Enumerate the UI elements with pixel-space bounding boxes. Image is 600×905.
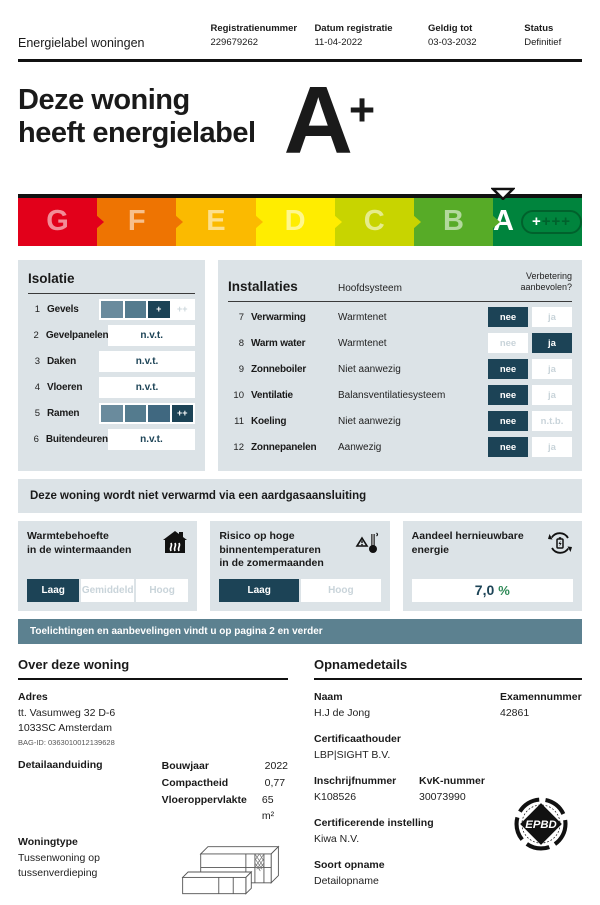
naam-block: Naam H.J de Jong — [314, 690, 371, 719]
summer-risk-title: Risico op hoge binnentemperaturen in de zomermaanden — [219, 529, 324, 570]
advice-no-badge: nee — [488, 411, 528, 431]
advice-column-header: Verbetering aanbevolen? — [520, 270, 572, 293]
advice-no-badge: nee — [488, 385, 528, 405]
advice-yes-badge: ja — [532, 359, 572, 379]
isolatie-panel — [18, 260, 205, 471]
table-row: 2 Gevelpanelen n.v.t. — [28, 325, 195, 346]
advice-yes-badge: ja — [532, 385, 572, 405]
opnamedetails-column — [314, 657, 582, 905]
scale-segment-f: F — [97, 198, 176, 246]
table-row: 12 Zonnepanelen Aanwezig nee ja — [228, 437, 572, 458]
option-hoog: Hoog — [136, 579, 188, 602]
registration-number-field — [210, 22, 314, 51]
advice-yes-badge: ja — [532, 437, 572, 457]
valid-until-label: Geldig tot — [428, 23, 473, 34]
table-row: 9 Zonneboiler Niet aanwezig nee ja — [228, 359, 572, 380]
no-gas-banner: Deze woning wordt niet verwarmd via een aardgasaansluiting — [18, 479, 582, 513]
chevron-right-icon — [255, 215, 263, 229]
renewable-share-box — [403, 521, 582, 611]
chevron-right-icon — [413, 215, 421, 229]
insulation-value-box: n.v.t. — [108, 429, 195, 450]
advice-no-badge: nee — [488, 437, 528, 457]
valid-until-field — [428, 22, 524, 51]
woningtype-block: Woningtype Tussenwoning op tussenverdieping — [18, 836, 100, 880]
over-deze-woning-heading: Over deze woning — [18, 657, 288, 680]
table-row: 11 Koeling Niet aanwezig nee n.t.b. — [228, 411, 572, 432]
detail-panels — [18, 260, 582, 471]
kvk-block: KvK-nummer 30073990 — [419, 774, 485, 803]
heat-demand-title: Warmtebehoefte in de wintermaanden — [27, 529, 132, 556]
plus-rating-pill: + +++ — [521, 210, 582, 234]
certificerende-instelling-block: Certificerende instelling Kiwa N.V. — [314, 816, 434, 845]
certificaathouder-block: Certificaathouder LBP|SIGHT B.V. — [314, 732, 401, 761]
insulation-value-box: n.v.t. — [99, 377, 195, 398]
woningtype-row — [18, 835, 288, 905]
table-row: 3 Daken n.v.t. — [28, 351, 195, 372]
heat-demand-box — [18, 521, 197, 611]
table-row: 8 Warm water Warmtenet nee ja — [228, 333, 572, 354]
scale-segments — [18, 198, 582, 246]
house-heat-icon — [162, 530, 188, 556]
scale-segment-b: B — [414, 198, 493, 246]
option-gemiddeld: Gemiddeld — [81, 579, 133, 602]
hero-section — [18, 66, 582, 176]
building-position-diagram — [170, 839, 282, 905]
table-row: 6 Buitendeuren n.v.t. — [28, 429, 195, 450]
scale-segment-d: D — [256, 198, 335, 246]
facts-list — [162, 758, 288, 825]
scale-segment-a-current: A + +++ — [493, 198, 582, 246]
document-title: Energielabel woningen — [18, 35, 145, 50]
scale-segment-e: E — [176, 198, 255, 246]
advice-no-badge: nee — [488, 359, 528, 379]
insulation-rating-bar: + ++ — [99, 299, 195, 320]
isolatie-panel-header — [28, 271, 195, 294]
over-deze-woning-column — [18, 657, 288, 905]
installaties-title: Installaties — [228, 278, 298, 294]
table-row: 7 Verwarming Warmtenet nee ja — [228, 307, 572, 328]
option-laag: Laag — [219, 579, 299, 602]
chevron-right-icon — [492, 215, 500, 229]
indicator-boxes — [18, 521, 582, 611]
epbd-seal — [512, 795, 570, 853]
insulation-value-box: n.v.t. — [108, 325, 195, 346]
insulation-value-box: n.v.t. — [99, 351, 195, 372]
valid-until-value: 03-03-2032 — [428, 37, 477, 49]
status-value: Definitief — [524, 37, 562, 49]
chevron-right-icon — [175, 215, 183, 229]
advice-yes-badge: ja — [532, 333, 572, 353]
scale-segment-g: G — [18, 198, 97, 246]
advice-no-badge: nee — [488, 307, 528, 327]
examennummer-block: Examennummer 42861 — [500, 690, 582, 719]
thermometer-warning-icon — [355, 530, 381, 556]
registration-number-label: Registratienummer — [210, 23, 298, 34]
renewable-share-value-box — [412, 579, 573, 602]
advice-yes-badge: n.t.b. — [532, 411, 572, 431]
renewable-share-value: 7,0 — [474, 582, 495, 599]
installaties-panel — [218, 260, 582, 471]
epbd-seal-text: EPBD — [525, 818, 557, 831]
bag-id: BAG-ID: 0363010012139628 — [18, 738, 115, 748]
fact-row: Vloeroppervlakte 65 m² — [161, 793, 275, 823]
summer-risk-box — [210, 521, 389, 611]
scale-segment-c: C — [335, 198, 414, 246]
fact-row: Bouwjaar 2022 — [161, 760, 288, 773]
table-row: 10 Ventilatie Balansventilatiesysteem nee ja — [228, 385, 572, 406]
soort-opname-block: Soort opname Detailopname — [314, 858, 385, 887]
detailaanduiding-label: Detailaanduiding — [18, 759, 103, 772]
hero-title: Deze woning heeft energielabel — [18, 83, 256, 149]
document-header — [18, 0, 582, 62]
advice-yes-badge: ja — [532, 307, 572, 327]
energy-grade-plus: + — [348, 83, 376, 135]
registration-date-field — [314, 22, 428, 51]
summer-risk-options — [219, 579, 380, 602]
status-field — [524, 22, 582, 51]
naam-row — [314, 690, 582, 721]
isolatie-title: Isolatie — [28, 270, 75, 286]
chevron-right-icon — [334, 215, 342, 229]
toelichtingen-banner: Toelichtingen en aanbevelingen vindt u op pagina 2 en verder — [18, 619, 582, 644]
fact-row: Compactheid 0,77 — [161, 776, 286, 789]
renewable-share-title: Aandeel hernieuwbare energie — [411, 529, 524, 556]
opnamedetails-heading: Opnamedetails — [314, 657, 582, 680]
option-hoog: Hoog — [301, 579, 381, 602]
current-label-pointer-icon — [491, 187, 515, 200]
registration-date-label: Datum registratie — [314, 23, 393, 34]
energy-grade: A+ — [283, 66, 376, 174]
adres-block: Adres tt. Vasumweg 32 D-6 1033SC Amsterdam BAG-ID: 0363010012139628 — [18, 690, 288, 747]
registration-number-value: 229679262 — [210, 37, 259, 49]
energy-scale — [18, 194, 582, 246]
heat-demand-options — [27, 579, 188, 602]
chevron-right-icon — [96, 215, 104, 229]
advice-no-badge: nee — [488, 333, 528, 353]
renewable-energy-icon — [547, 530, 573, 556]
table-row: 4 Vloeren n.v.t. — [28, 377, 195, 398]
table-row: 1 Gevels + ++ — [28, 299, 195, 320]
installaties-panel-header — [228, 271, 572, 302]
inschrijfnummer-block: Inschrijfnummer K108526 — [314, 774, 397, 803]
insulation-rating-bar: ++ — [99, 403, 195, 424]
option-laag: Laag — [27, 579, 79, 602]
table-row: 5 Ramen ++ — [28, 403, 195, 424]
status-label: Status — [524, 23, 554, 34]
registration-date-value: 11-04-2022 — [314, 37, 363, 49]
details-section — [18, 657, 582, 905]
hoofdsysteem-column-header: Hoofdsysteem — [338, 282, 402, 294]
detail-facts-row — [18, 758, 288, 825]
renewable-share-unit: % — [498, 582, 510, 598]
